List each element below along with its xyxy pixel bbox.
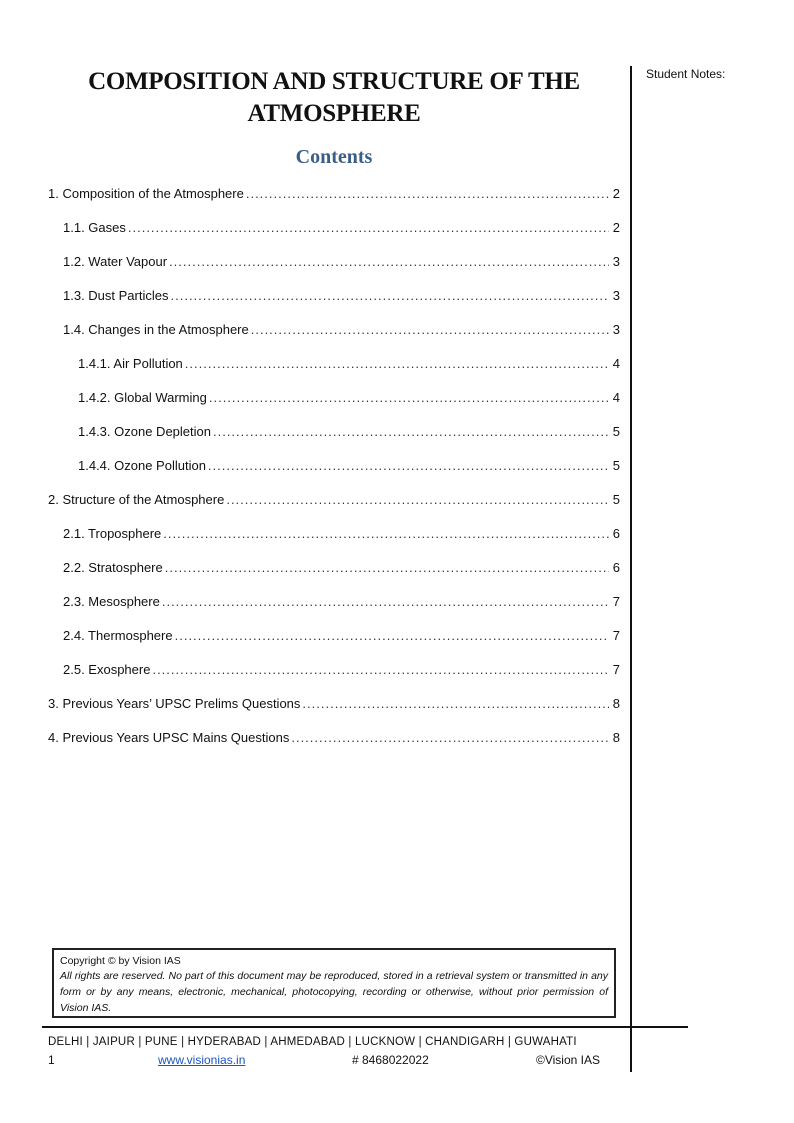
toc-entry[interactable] <box>48 356 620 390</box>
toc-dot-leader <box>185 356 609 371</box>
contents-heading: Contents <box>295 146 373 168</box>
toc-dot-leader <box>175 628 609 643</box>
toc-dot-leader <box>291 730 608 745</box>
toc-entry-page: 5 <box>612 492 620 507</box>
toc-entry-page: 7 <box>612 662 620 677</box>
toc-entry[interactable] <box>48 560 620 594</box>
toc-dot-leader <box>246 186 609 201</box>
toc-entry[interactable] <box>48 526 620 560</box>
toc-entry-page: 3 <box>612 322 620 337</box>
copyright-box <box>52 948 616 1018</box>
toc-entry-page: 5 <box>612 424 620 439</box>
toc-entry[interactable] <box>48 288 620 322</box>
copyright-heading: Copyright © by Vision IAS <box>60 955 181 967</box>
toc-entry-label[interactable]: 3. Previous Years’ UPSC Prelims Questions <box>48 696 301 711</box>
copyright-text: All rights are reserved. No part of this document may be reproduced, stored in a retrieval system or transmitted in any form or by any means, electronic, mechanical, photocopying, recording or otherwise, without prior permission of Vision IAS. <box>60 970 608 1014</box>
website-link[interactable]: www.visionias.in <box>158 1053 246 1067</box>
footer-copyright-mark: ©Vision IAS <box>536 1053 600 1067</box>
toc-entry-page: 3 <box>612 288 620 303</box>
notes-divider-line <box>630 66 632 1072</box>
toc-entry[interactable] <box>48 322 620 356</box>
toc-entry-label[interactable]: 1.4.3. Ozone Depletion <box>78 424 211 439</box>
toc-entry-label[interactable]: 1.4.1. Air Pollution <box>78 356 183 371</box>
toc-dot-leader <box>162 594 609 609</box>
toc-dot-leader <box>226 492 608 507</box>
toc-entry-page: 7 <box>612 594 620 609</box>
toc-entry[interactable] <box>48 458 620 492</box>
toc-entry-label[interactable]: 4. Previous Years UPSC Mains Questions <box>48 730 290 745</box>
table-of-contents <box>48 186 620 764</box>
toc-dot-leader <box>209 390 609 405</box>
toc-entry[interactable] <box>48 220 620 254</box>
toc-dot-leader <box>165 560 609 575</box>
footer-city-list: DELHI | JAIPUR | PUNE | HYDERABAD | AHMEDABAD | LUCKNOW | CHANDIGARH | GUWAHATI <box>48 1036 577 1048</box>
document-title-line-2: ATMOSPHERE <box>247 100 421 127</box>
toc-entry-label[interactable]: 1.4.4. Ozone Pollution <box>78 458 206 473</box>
toc-entry-page: 6 <box>612 526 620 541</box>
toc-entry-label[interactable]: 2.3. Mesosphere <box>63 594 160 609</box>
toc-entry-label[interactable]: 2.5. Exosphere <box>63 662 151 677</box>
footer-bar <box>48 1053 608 1071</box>
page-number: 1 <box>48 1053 55 1067</box>
toc-entry-label[interactable]: 1.2. Water Vapour <box>63 254 168 269</box>
toc-entry-page: 4 <box>612 390 620 405</box>
toc-entry-label[interactable]: 2. Structure of the Atmosphere <box>48 492 225 507</box>
toc-entry[interactable] <box>48 662 620 696</box>
toc-entry-page: 2 <box>612 186 620 201</box>
toc-dot-leader <box>163 526 608 541</box>
toc-entry-label[interactable]: 1.4.2. Global Warming <box>78 390 207 405</box>
toc-dot-leader <box>169 254 609 269</box>
toc-entry-label[interactable]: 1.4. Changes in the Atmosphere <box>63 322 249 337</box>
toc-entry[interactable] <box>48 628 620 662</box>
toc-dot-leader <box>152 662 608 677</box>
toc-entry-label[interactable]: 1.1. Gases <box>63 220 126 235</box>
toc-entry-page: 2 <box>612 220 620 235</box>
toc-entry-page: 6 <box>612 560 620 575</box>
toc-dot-leader <box>302 696 608 711</box>
toc-entry[interactable] <box>48 730 620 764</box>
toc-dot-leader <box>251 322 609 337</box>
toc-entry-label[interactable]: 2.2. Stratosphere <box>63 560 163 575</box>
student-notes-label: Student Notes: <box>646 67 726 81</box>
toc-entry-label[interactable]: 1. Composition of the Atmosphere <box>48 186 244 201</box>
toc-entry[interactable] <box>48 254 620 288</box>
phone-number: # 8468022022 <box>352 1053 429 1067</box>
document-title <box>60 66 608 130</box>
toc-entry[interactable] <box>48 696 620 730</box>
toc-dot-leader <box>208 458 609 473</box>
toc-dot-leader <box>171 288 609 303</box>
toc-entry-page: 7 <box>612 628 620 643</box>
toc-entry-label[interactable]: 2.4. Thermosphere <box>63 628 173 643</box>
toc-entry-page: 3 <box>612 254 620 269</box>
toc-entry-page: 8 <box>612 696 620 711</box>
toc-entry-page: 8 <box>612 730 620 745</box>
toc-entry-label[interactable]: 1.3. Dust Particles <box>63 288 169 303</box>
document-title-line-1: COMPOSITION AND STRUCTURE OF THE <box>88 68 580 95</box>
toc-entry-page: 4 <box>612 356 620 371</box>
toc-entry[interactable] <box>48 594 620 628</box>
footer-divider-line <box>42 1026 688 1028</box>
toc-dot-leader <box>213 424 609 439</box>
toc-entry[interactable] <box>48 424 620 458</box>
toc-dot-leader <box>128 220 609 235</box>
toc-entry-label[interactable]: 2.1. Troposphere <box>63 526 162 541</box>
toc-entry[interactable] <box>48 492 620 526</box>
toc-entry[interactable] <box>48 390 620 424</box>
toc-entry[interactable] <box>48 186 620 220</box>
toc-entry-page: 5 <box>612 458 620 473</box>
